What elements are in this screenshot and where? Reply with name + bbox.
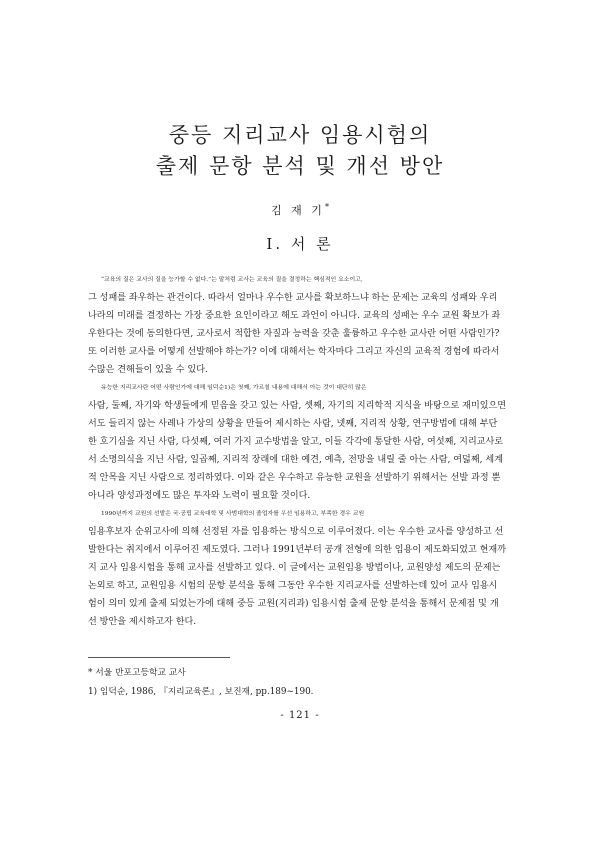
text-line: “교육의 질은 교사의 질을 능가할 수 없다.”는 말처럼 교사는 교육의 질을 결정하는 핵심적인 요소이고, <box>101 277 363 283</box>
paragraph-1 <box>88 271 516 379</box>
text-line: 유능한 지리교사란 어떤 사람인가에 대해 임덕순1)은 첫째, 가르칠 내용에 대해서 아는 것이 대단히 많은 <box>101 385 367 391</box>
text-line: 선 방안을 제시하고자 한다. <box>88 617 197 627</box>
paper-title-line-1: 중등 지리교사 임용시험의 <box>168 123 432 147</box>
text-line: 서도 들리지 않는 사례나 가상의 상황을 만들어 제시하는 사람, 넷째, 지리적 상황, 연구방법에 대해 부단 <box>88 419 498 429</box>
text-line: 험이 의미 있게 출제 되었는가에 대해 중등 교원(지리과) 임용시험 출제 문항 분석을 통해서 문제점 및 개 <box>88 599 499 609</box>
text-line: 그 성패를 좌우하는 관건이다. 따라서 얼마나 우수한 교사를 확보하느냐 하는 문제는 교육의 성패와 우리 <box>88 293 498 303</box>
text-line: 또 이러한 교사를 어떻게 선발해야 하는가? 이에 대해서는 학자마다 그리고 자신의 교육적 경험에 따라서 <box>88 347 500 357</box>
text-line: 1990년까지 교원의 선발은 국·공립 교육대학 및 사범대학의 졸업자를 우선 임용하고, 부족한 경우 교원 <box>101 511 365 517</box>
author-name: 김 재 기 <box>271 204 325 217</box>
footnote-divider <box>88 657 230 658</box>
paper-title-line-2: 출제 문항 분석 및 개선 방안 <box>155 154 445 178</box>
page-number: - 121 - <box>280 710 320 721</box>
paragraph-2 <box>88 379 516 505</box>
footnote-author-affiliation: * 서울 반포고등학교 교사 <box>88 668 186 678</box>
paragraph-3 <box>88 505 516 631</box>
text-line: 우한다는 것에 동의한다면, 교사로서 적합한 자질과 능력을 갖춘 훌륭하고 우수한 교사란 어떤 사람인가? <box>88 329 500 339</box>
text-line: 임용후보자 순위고사에 의해 선정된 자를 임용하는 방식으로 이루어졌다. 이는 우수한 교사를 양성하고 선 <box>88 527 504 537</box>
text-line: 수많은 견해들이 있을 수 있다. <box>88 365 208 375</box>
footnote-reference-1: 1) 임덕순, 1986, 『지리교육론』, 보진재, pp.189~190. <box>88 687 314 697</box>
text-line: 논외로 하고, 교원임용 시험의 문항 분석을 통해 그동안 우수한 지리교사를 선발하는데 있어 교사 임용시 <box>88 581 498 591</box>
section-heading: Ⅰ. 서 론 <box>266 235 334 253</box>
text-line: 한 호기심을 지닌 사람, 다섯째, 여러 가지 교수방법을 알고, 이들 각각에 통달한 사람, 여섯째, 지리교사로 <box>88 437 504 447</box>
text-line: 나라의 미래를 결정하는 가장 중요한 요인이라고 해도 과언이 아니다. 교육의 성패는 우수 교원 확보가 좌 <box>88 311 501 321</box>
text-line: 서 소명의식을 지닌 사람, 일곱째, 지리적 장래에 대한 예견, 예측, 전망을 내릴 줄 아는 사람, 여덟째, 세계 <box>88 455 503 465</box>
author-footnote-mark: * <box>324 202 329 212</box>
text-line: 사람, 둘째, 자기와 학생들에게 믿음을 갖고 있는 사람, 셋째, 자기의 지리학적 지식을 바탕으로 재미있으면 <box>88 401 507 411</box>
text-line: 지 교사 임용시험을 통해 교사를 선발하고 있다. 이 글에서는 교원임용 방법이나, 교원양성 제도의 문제는 <box>88 563 501 573</box>
text-line: 적 안목을 지닌 사람으로 정리하였다. 이와 같은 우수하고 유능한 교원을 선발하기 위해서는 선발 과정 뿐 <box>88 473 501 483</box>
body-text <box>88 271 516 631</box>
text-line: 발한다는 취지에서 이루어진 제도였다. 그러나 1991년부터 공개 전형에 의한 임용이 제도화되었고 현재까 <box>88 545 506 555</box>
text-line: 아니라 양성과정에도 많은 투자와 노력이 필요할 것이다. <box>88 491 311 501</box>
author-line <box>0 202 600 218</box>
